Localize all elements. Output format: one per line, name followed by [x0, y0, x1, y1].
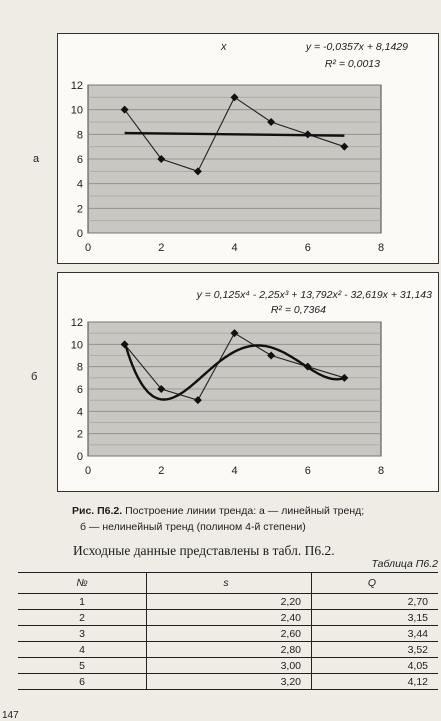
- header-q: Q: [312, 573, 439, 594]
- chart-panel-a: [57, 33, 439, 264]
- y-tick-label: 2: [76, 203, 83, 216]
- y-tick-label: 0: [76, 451, 83, 463]
- table-row: [18, 674, 438, 690]
- r-squared-label: R² = 0,0013: [324, 58, 380, 70]
- table-row: [18, 658, 438, 674]
- cell-s: 2,40: [147, 610, 312, 626]
- polynomial-trend-chart: [58, 273, 438, 491]
- x-tick-label: 6: [304, 242, 311, 254]
- figure-caption: [72, 503, 432, 535]
- table-row: [18, 642, 438, 658]
- x-tick-label: 8: [377, 242, 385, 254]
- r-squared-label: R² = 0,7364: [270, 304, 326, 316]
- cell-no: 6: [18, 674, 147, 690]
- cell-q: 4,05: [312, 658, 439, 674]
- cell-q: 3,15: [312, 610, 439, 626]
- y-tick-label: 12: [70, 80, 83, 92]
- cell-q: 2,70: [312, 594, 439, 610]
- cell-s: 3,20: [147, 674, 312, 690]
- y-tick-label: 10: [70, 104, 83, 117]
- y-tick-label: 8: [76, 129, 83, 142]
- cell-no: 1: [18, 594, 147, 610]
- header-no: №: [18, 573, 147, 594]
- intro-paragraph: Исходные данные представлены в табл. П6.2.: [73, 543, 335, 558]
- y-tick-label: 6: [76, 384, 83, 396]
- cell-s: 2,60: [147, 626, 312, 642]
- cell-no: 5: [18, 658, 147, 674]
- cell-s: 3,00: [147, 658, 312, 674]
- y-tick-label: 8: [76, 361, 83, 374]
- y-tick-label: 2: [76, 428, 83, 441]
- cell-no: 2: [18, 610, 147, 626]
- cell-q: 3,52: [312, 642, 439, 658]
- cell-no: 4: [18, 642, 147, 658]
- table-row: [18, 594, 438, 610]
- page-number: 147: [2, 710, 19, 721]
- panel-label-b: б: [31, 371, 38, 383]
- y-tick-label: 6: [76, 154, 83, 166]
- table-title: Таблица П6.2: [371, 558, 438, 570]
- table-row: [18, 610, 438, 626]
- x-tick-label: 2: [158, 242, 165, 254]
- table-header-row: [18, 573, 438, 594]
- x-tick-label: 4: [231, 242, 238, 254]
- caption-prefix: Рис. П6.2.: [72, 505, 123, 517]
- y-tick-label: 4: [76, 406, 83, 419]
- x-tick-label: 6: [304, 465, 311, 477]
- x-tick-label: 4: [231, 465, 238, 477]
- y-tick-label: 0: [76, 228, 83, 240]
- series-label: x: [221, 41, 227, 53]
- trend-equation: y = 0,125x⁴ - 2,25x³ + 13,792x² - 32,619x + 31,143: [196, 289, 432, 301]
- header-s: s: [147, 573, 312, 594]
- data-table: [18, 572, 438, 690]
- panel-label-a: а: [33, 153, 40, 165]
- caption-line-2: б — нелинейный тренд (полином 4-й степени): [80, 521, 306, 533]
- chart-panel-b: [57, 272, 439, 492]
- y-tick-label: 10: [70, 339, 83, 352]
- x-tick-label: 0: [84, 242, 92, 254]
- linear-trend-chart: [58, 34, 438, 263]
- cell-no: 3: [18, 626, 147, 642]
- cell-s: 2,80: [147, 642, 312, 658]
- x-tick-label: 0: [84, 465, 92, 477]
- trend-equation: y = -0,0357x + 8,1429: [305, 41, 408, 53]
- cell-q: 3,44: [312, 626, 439, 642]
- y-tick-label: 12: [70, 317, 83, 329]
- caption-line-1: Построение линии тренда: а — линейный тренд;: [122, 505, 365, 517]
- cell-q: 4,12: [312, 674, 439, 690]
- y-tick-label: 4: [76, 178, 83, 191]
- cell-s: 2,20: [147, 594, 312, 610]
- table-row: [18, 626, 438, 642]
- x-tick-label: 8: [377, 465, 385, 477]
- x-tick-label: 2: [158, 465, 165, 477]
